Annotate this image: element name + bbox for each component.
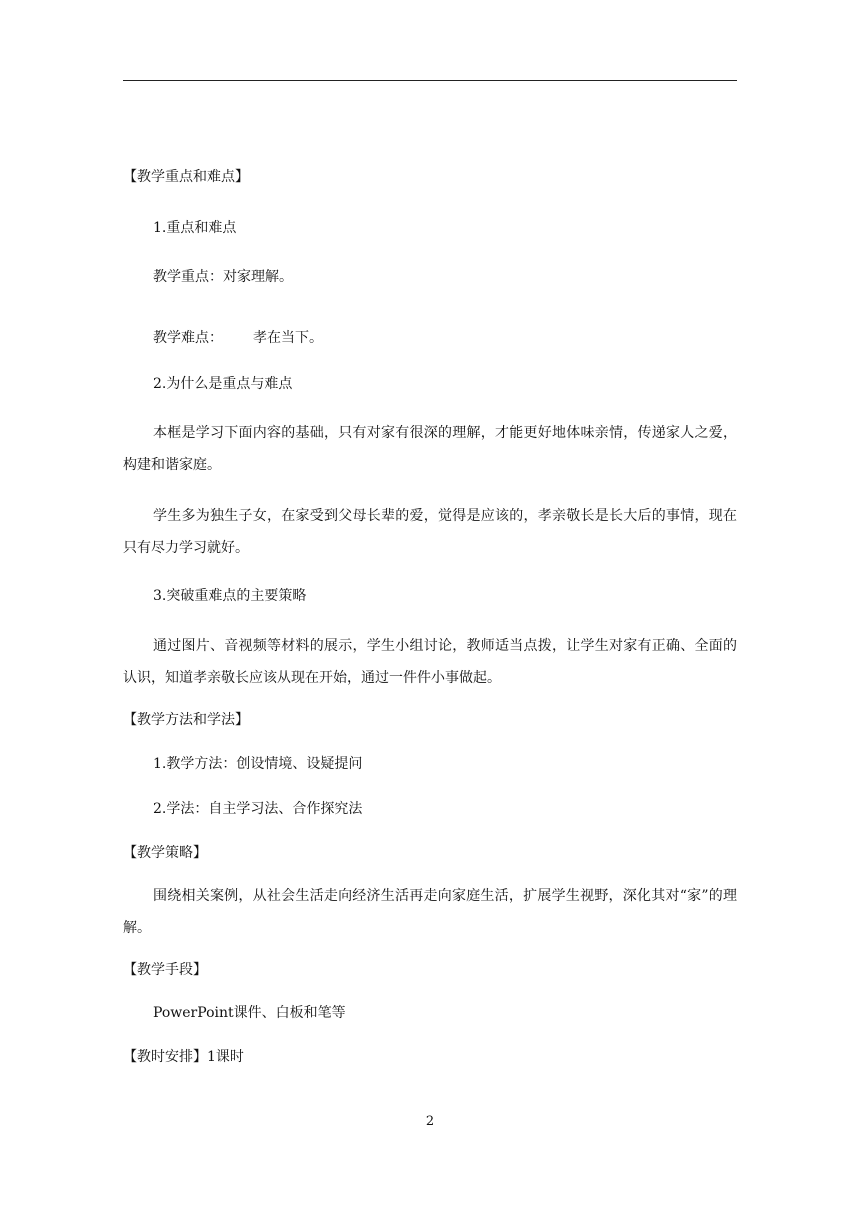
key-points-item-2: 2.为什么是重点与难点 [153, 376, 293, 392]
strategy-heading: 【教学策略】 [123, 845, 207, 861]
methods-item-1: 1.教学方法：创设情境、设疑提问 [153, 756, 363, 772]
key-points-paragraph-3: 通过图片、音视频等材料的展示，学生小组讨论，教师适当点拨，让学生对家有正确、全面的认识，知道孝亲敬长应该从现在开始，通过一件件小事做起。 [123, 638, 737, 686]
means-item: PowerPoint课件、白板和笔等 [153, 1005, 346, 1021]
teaching-focus: 教学重点：对家理解。 [153, 269, 293, 285]
schedule-heading: 【教时安排】 [123, 1049, 207, 1065]
key-points-heading: 【教学重点和难点】 [123, 169, 249, 185]
difficulty-value: 孝在当下。 [253, 330, 323, 346]
means-heading: 【教学手段】 [123, 962, 207, 978]
key-points-item-1: 1.重点和难点 [153, 220, 237, 236]
key-points-paragraph-2: 学生多为独生子女，在家受到父母长辈的爱，觉得是应该的，孝亲敬长是长大后的事情，现在只有尽力学习就好。 [123, 508, 737, 556]
schedule-value: 1课时 [207, 1049, 244, 1065]
header-rule [123, 80, 737, 81]
page-number: 2 [425, 1114, 435, 1129]
difficulty-label: 教学难点： [153, 330, 223, 346]
methods-heading: 【教学方法和学法】 [123, 712, 249, 728]
teaching-difficulty [153, 328, 323, 348]
strategy-paragraph: 围绕相关案例，从社会生活走向经济生活再走向家庭生活，扩展学生视野，深化其对“家”的理解。 [123, 888, 737, 936]
methods-item-2: 2.学法：自主学习法、合作探究法 [153, 801, 363, 817]
schedule-line [123, 1047, 244, 1067]
key-points-paragraph-1: 本框是学习下面内容的基础，只有对家有很深的理解，才能更好地体味亲情，传递家人之爱，构建和谐家庭。 [123, 425, 737, 473]
key-points-item-3: 3.突破重难点的主要策略 [153, 588, 307, 604]
